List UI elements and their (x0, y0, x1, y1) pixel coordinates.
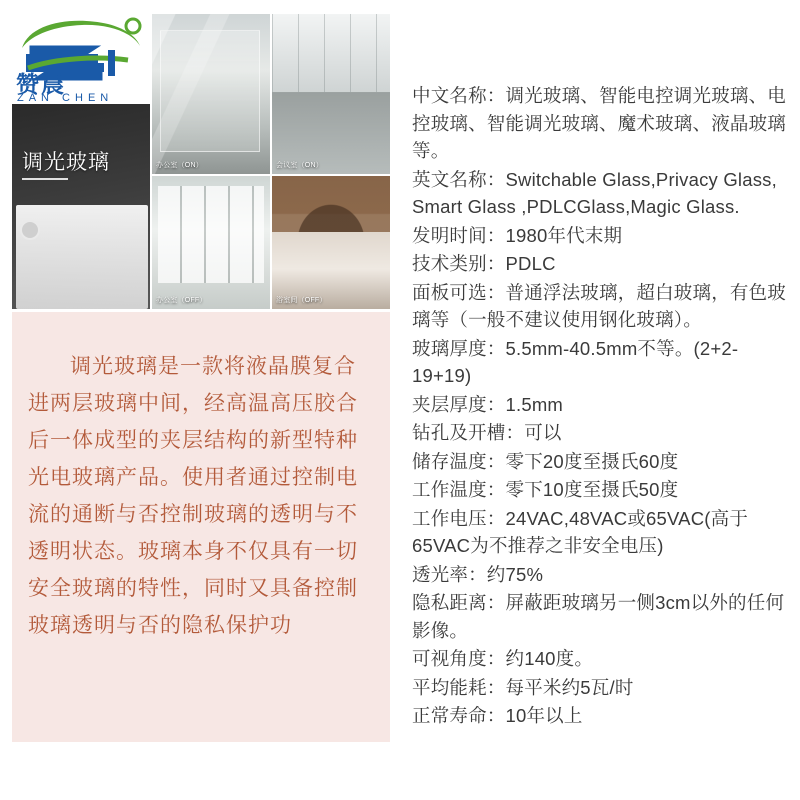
product-title-panel (12, 104, 150, 309)
spec-row-glass-thickness: 玻璃厚度：5.5mm-40.5mm不等。(2+2-19+19) (412, 337, 739, 386)
glass-sample-graphic (16, 205, 148, 309)
spec-row-storage-temperature: 储存温度：零下20度至摄氏60度 (412, 450, 679, 472)
photo-meeting-on (272, 14, 390, 174)
photo-office-off (152, 176, 270, 309)
description-block (12, 312, 390, 742)
photo-caption: 浴室间（OFF） (276, 296, 327, 304)
spec-row-invention-time: 发明时间：1980年代末期 (412, 224, 623, 246)
photo-office-on (152, 14, 270, 174)
photo-bathroom-off (272, 176, 390, 309)
photo-caption: 办公室（ON） (156, 161, 203, 169)
brand-logo (12, 14, 150, 104)
spec-row-panel-options: 面板可选：普通浮法玻璃，超白玻璃，有色玻璃等（一般不建议使用钢化玻璃）。 (412, 281, 787, 330)
brand-name-cn: 赞晨 (16, 71, 66, 97)
photo-caption: 会议室（ON） (276, 161, 323, 169)
spec-list (412, 82, 788, 731)
product-title: 调光玻璃 (22, 151, 110, 174)
spec-row-working-voltage: 工作电压：24VAC,48VAC或65VAC(高于65VAC为不推荐之非安全电压) (412, 507, 749, 556)
title-underline (22, 178, 68, 180)
spec-row-working-temperature: 工作温度：零下10度至摄氏50度 (412, 479, 679, 500)
photo-grid (152, 14, 390, 309)
spec-row-tech-category: 技术类别：PDLC (412, 253, 556, 274)
spec-row-name-cn: 中文名称：调光玻璃、智能电控调光玻璃、电控玻璃、智能调光玻璃、魔术玻璃、液晶玻璃等。 (412, 85, 787, 161)
left-column (0, 0, 390, 800)
brand-name-en: ZAN CHEN (17, 92, 114, 104)
spec-row-lifespan: 正常寿命：10年以上 (412, 705, 583, 726)
spec-row-viewing-angle: 可视角度：约140度。 (412, 648, 594, 669)
spec-row-light-transmittance: 透光率：约75% (412, 563, 544, 585)
spec-row-name-en: 英文名称：Switchable Glass,Privacy Glass, Smart Glass ,PDLCGlass,Magic Glass. (412, 168, 777, 217)
spec-row-drilling-grooving: 钻孔及开槽：可以 (412, 422, 562, 443)
spec-row-average-power: 平均能耗：每平米约5瓦/时 (412, 676, 634, 698)
switch-knob-icon (20, 220, 40, 240)
photo-caption: 办公室（OFF） (156, 296, 207, 304)
description-text: 调光玻璃是一款将液晶膜复合进两层玻璃中间，经高温高压胶合后一体成型的夹层结构的新型特种光电玻璃产品。使用者通过控制电流的通断与否控制玻璃的透明与不透明状态。玻璃本身不仅具有一切安全玻璃的特性，同时又具备控制玻璃透明与否的隐私保护功 (28, 355, 358, 637)
spec-row-interlayer-thickness: 夹层厚度：1.5mm (412, 393, 564, 415)
spec-row-privacy-distance: 隐私距离：屏蔽距玻璃另一侧3cm以外的任何影像。 (412, 592, 785, 641)
